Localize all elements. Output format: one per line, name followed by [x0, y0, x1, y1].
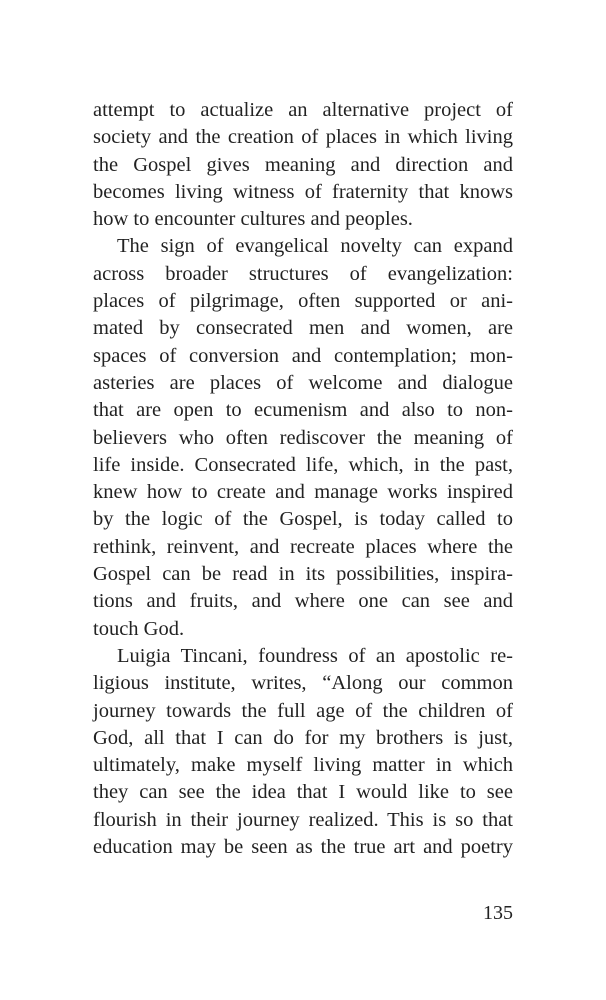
text-line: they can see the idea that I would like to see	[93, 781, 513, 804]
paragraph	[93, 643, 513, 861]
paragraph	[93, 233, 513, 642]
text-line: across broader structures of evangelization:	[93, 262, 513, 285]
text-line: Gospel can be read in its possibilities, inspira-	[93, 563, 513, 586]
text-line: asteries are places of welcome and dialogue	[93, 371, 513, 394]
text-line: knew how to create and manage works inspired	[93, 481, 513, 504]
text-line: The sign of evangelical novelty can expand	[117, 235, 513, 258]
text-line: that are open to ecumenism and also to non-	[93, 399, 513, 422]
body-text	[93, 97, 513, 861]
text-line: the Gospel gives meaning and direction and	[93, 153, 513, 176]
text-line: God, all that I can do for my brothers is just,	[93, 726, 513, 749]
text-line: education may be seen as the true art and poetry	[93, 836, 513, 859]
text-line: by the logic of the Gospel, is today called to	[93, 508, 513, 531]
text-line: tions and fruits, and where one can see and	[93, 590, 513, 613]
text-line: life inside. Consecrated life, which, in the past,	[93, 453, 513, 476]
text-line: ultimately, make myself living matter in which	[93, 754, 513, 777]
page-number: 135	[483, 902, 513, 924]
text-line: ligious institute, writes, “Along our common	[93, 672, 513, 695]
paragraph	[93, 97, 513, 233]
text-line: flourish in their journey realized. This is so that	[93, 808, 513, 831]
text-line: attempt to actualize an alternative project of	[93, 99, 513, 121]
text-line: believers who often rediscover the meaning of	[93, 426, 513, 449]
text-line: touch God.	[93, 617, 185, 640]
text-line: spaces of conversion and contemplation; mon-	[93, 344, 513, 367]
text-line: places of pilgrimage, often supported or ani-	[93, 290, 513, 313]
text-line: rethink, reinvent, and recreate places where the	[93, 535, 513, 558]
text-line: society and the creation of places in which living	[93, 126, 513, 149]
text-line: how to encounter cultures and peoples.	[93, 208, 413, 231]
text-line: journey towards the full age of the children of	[93, 699, 513, 722]
text-line: Luigia Tincani, foundress of an apostolic re-	[117, 644, 513, 667]
text-line: becomes living witness of fraternity that knows	[93, 180, 513, 203]
text-line: mated by consecrated men and women, are	[93, 317, 513, 340]
